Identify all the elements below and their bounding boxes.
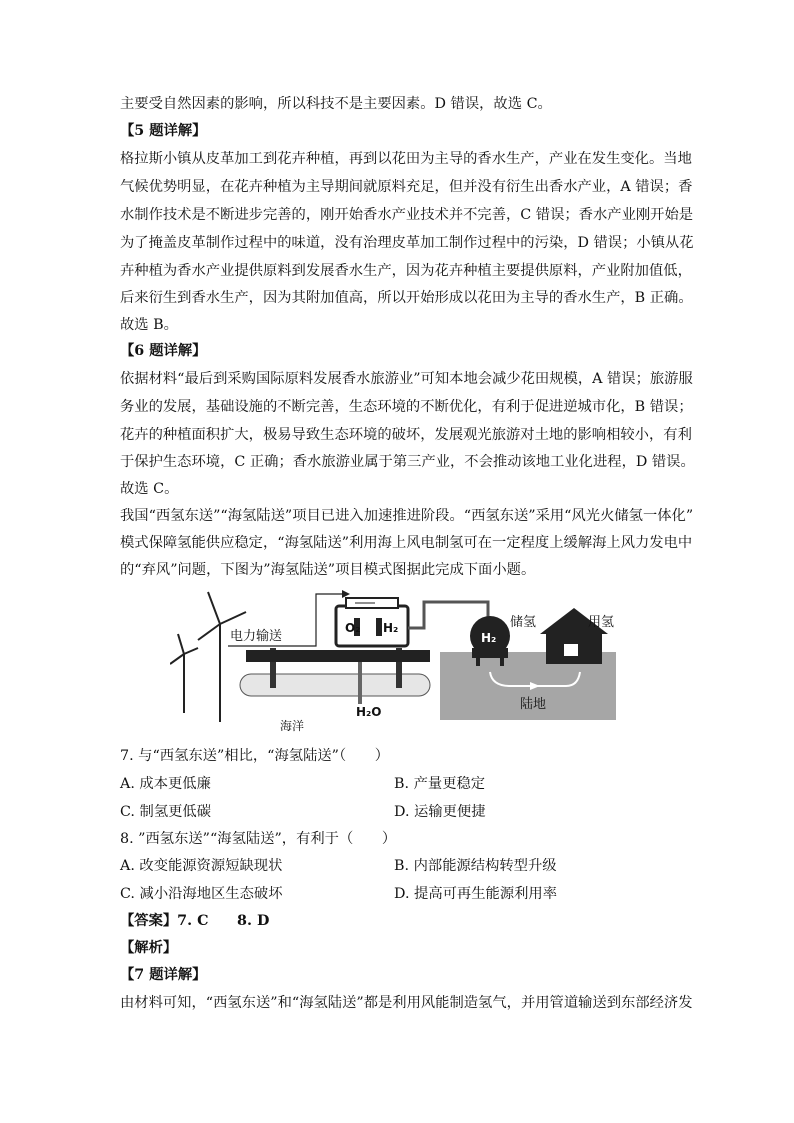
wind-turbine-icon xyxy=(170,634,198,713)
question-8-option-d: D. 提高可再生能源利用率 xyxy=(394,886,558,902)
section-header: 【7 题详解】 xyxy=(120,967,207,983)
storage-label: 储氢 xyxy=(510,615,537,630)
question-8-option-a: A. 改变能源资源短缺现状 xyxy=(120,858,283,874)
text-line: 故选 C。 xyxy=(120,481,179,497)
text-line: 水制作技术是不断进步完善的，刚开始香水产业技术并不完善，C 错误；香水产业刚开始是 xyxy=(120,207,694,223)
text-line: 为了掩盖皮革制作过程中的味道，没有治理皮革加工制作过程中的污染，D 错误；小镇从花 xyxy=(120,235,694,251)
analysis-header: 【解析】 xyxy=(120,940,178,956)
text-line: 依据材料“最后到采购国际原料发展香水旅游业”可知本地会减少花田规模，A 错误；旅游服 xyxy=(120,371,693,387)
platform-pipe xyxy=(358,658,362,704)
wind-turbine-icon xyxy=(198,592,246,722)
question-7-stem: 7. 与“西氢东送”相比，“海氢陆送”（ ） xyxy=(120,748,390,764)
text-line: 的“弃风”问题，下图为”海氢陆送”项目模式图据此完成下面小题。 xyxy=(120,562,536,578)
question-7-option-b: B. 产量更稳定 xyxy=(394,776,486,792)
text-line: 格拉斯小镇从皮革加工到花卉种植，再到以花田为主导的香水生产，产业在发生变化。当地 xyxy=(120,151,692,167)
question-8-stem: 8. ”西氢东送”“海氢陆送”，有利于（ ） xyxy=(120,831,397,847)
text-line: 后来衍生到香水生产，因为其附加值高，所以开始形成以花田为主导的香水生产，B 正确。 xyxy=(120,290,693,306)
arrow-icon xyxy=(342,590,350,598)
text-line: 卉种植为香水产业提供原料到发展香水生产，因为花卉种植主要提供原料，产业附加值低， xyxy=(120,263,692,279)
question-7-option-d: D. 运输更便捷 xyxy=(394,804,486,820)
section-header: 【5 题详解】 xyxy=(120,123,207,139)
answer-line: 【答案】7. C 8. D xyxy=(120,913,270,929)
text-line: 我国“西氢东送”“海氢陆送”项目已进入加速推进阶段。“西氢东送”采用“风光火储氢一体化” xyxy=(120,508,694,524)
question-8-option-c: C. 减小沿海地区生态破坏 xyxy=(120,886,283,902)
text-line: 气候优势明显，在花卉种植为主导期间就原料充足，但并没有衍生出香水产业，A 错误；香 xyxy=(120,179,693,195)
text-line: 由材料可知，“西氢东送”和“海氢陆送”都是利用风能制造氢气，并用管道输送到东部经济发 xyxy=(120,995,693,1011)
use-label: 用氢 xyxy=(588,615,615,630)
text-line: 于保护生态环境，C 正确；香水旅游业属于第三产业，不会推动该地工业化进程，D 错误。 xyxy=(120,454,695,470)
text-line: 花卉的种植面积扩大，极易导致生态环境的破坏，发展观光旅游对土地的影响相较小，有利 xyxy=(120,427,692,443)
platform-deck xyxy=(246,650,430,662)
text-line: 故选 B。 xyxy=(120,317,178,333)
land-label: 陆地 xyxy=(520,697,547,712)
text-line: 主要受自然因素的影响，所以科技不是主要因素。D 错误，故选 C。 xyxy=(120,96,552,112)
h2o-label: H₂O xyxy=(356,705,382,719)
h2-label: H₂ xyxy=(383,621,399,635)
text-line: 模式保障氢能供应稳定，“海氢陆送”利用海上风电制氢可在一定程度上缓解海上风力发电中 xyxy=(120,535,693,551)
question-8-option-b: B. 内部能源结构转型升级 xyxy=(394,858,557,874)
section-header: 【6 题详解】 xyxy=(120,343,207,359)
question-7-option-a: A. 成本更低廉 xyxy=(120,776,211,792)
tank-h2-label: H₂ xyxy=(481,631,497,645)
question-7-option-c: C. 制氢更低碳 xyxy=(120,804,212,820)
text-line: 务业的发展，基础设施的不断完善，生态环境的不断优化，有利于促进逆城市化，B 错误； xyxy=(120,399,693,415)
hydrogen-transport-diagram xyxy=(170,588,620,733)
power-label: 电力输送 xyxy=(230,629,283,644)
ocean-label: 海洋 xyxy=(280,719,305,733)
o2-label: O₂ xyxy=(345,621,361,635)
